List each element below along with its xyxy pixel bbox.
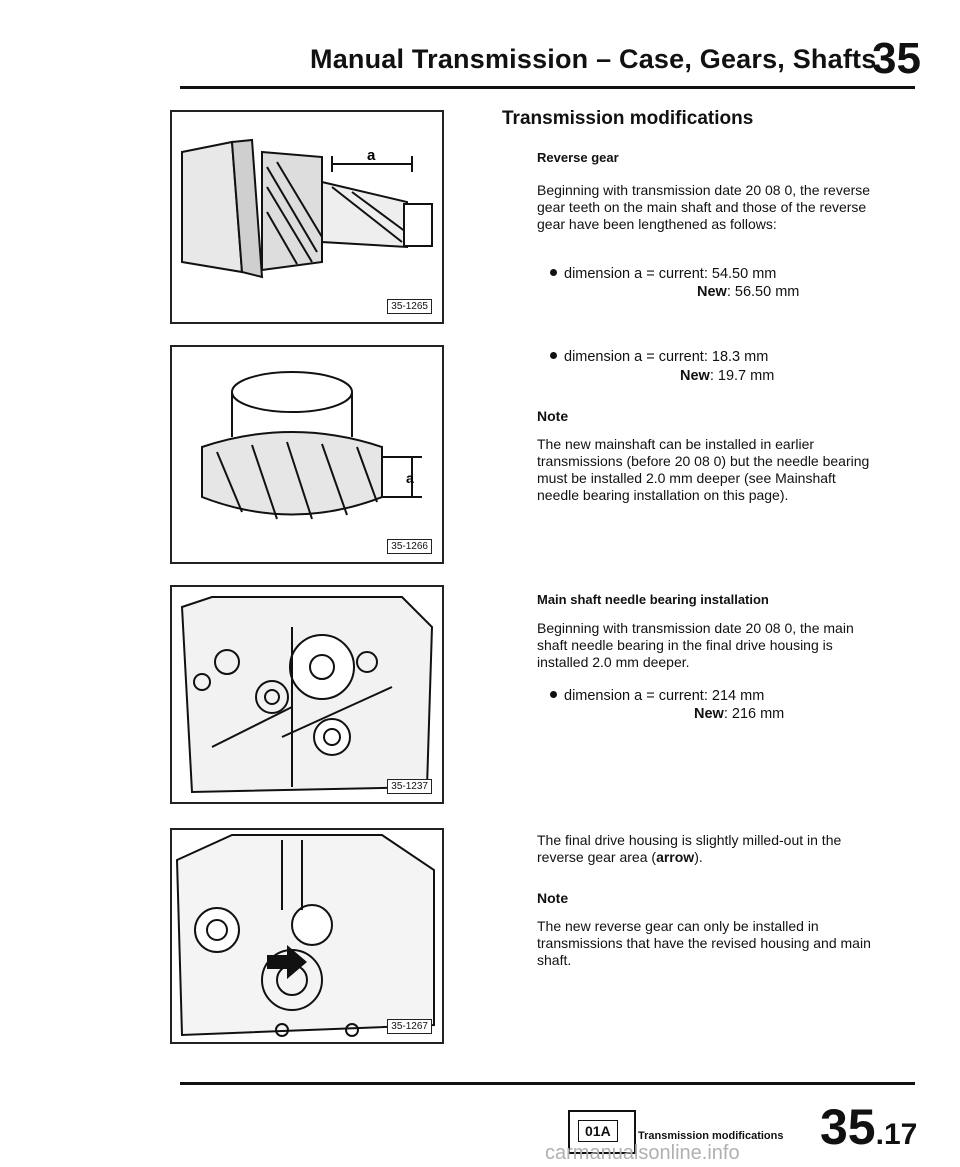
housing-arrow-illustration <box>172 830 442 1042</box>
figure-final-drive-housing <box>170 585 444 804</box>
page-number <box>820 1098 917 1156</box>
dimension-text: dimension a = current: 54.50 mm <box>564 266 777 282</box>
footer-code: 01A <box>578 1120 618 1142</box>
note-heading: Note <box>537 408 569 424</box>
reverse-gear-illustration <box>172 347 442 562</box>
housing-text-part: ). <box>694 849 703 865</box>
new-value: : 216 mm <box>723 706 785 722</box>
figure-id: 35-1237 <box>387 779 432 794</box>
figure-housing-arrow <box>170 828 444 1044</box>
dim-a-label: a <box>367 147 376 164</box>
new-label: New <box>680 368 710 384</box>
figure-id: 35-1265 <box>387 299 432 314</box>
housing-illustration <box>172 587 442 802</box>
housing-text <box>537 832 877 866</box>
figure-reverse-gear <box>170 345 444 564</box>
mainshaft-illustration <box>172 112 442 322</box>
bullet-icon <box>550 691 557 698</box>
reverse-gear-intro: Beginning with transmission date 20 08 0, the reverse gear teeth on the main shaft and those of the reverse gear have been lengthened as follows: <box>537 182 871 232</box>
footer-section-name: Transmission modifications <box>638 1130 784 1142</box>
new-value: : 19.7 mm <box>709 368 775 384</box>
dimension-text: dimension a = current: 214 mm <box>564 688 765 704</box>
page-major: 35 <box>820 1099 876 1155</box>
watermark: carmanualsonline.info <box>545 1142 740 1164</box>
figure-id: 35-1267 <box>387 1019 432 1034</box>
needle-bearing-intro: Beginning with transmission date 20 08 0, the main shaft needle bearing in the final drive housing is installed 2.0 mm deeper. <box>537 620 854 670</box>
housing-text-part: The final drive housing is slightly milled-out in the reverse gear area ( <box>537 832 842 865</box>
note-text: The new mainshaft can be installed in earlier transmissions (before 20 08 0) but the needle bearing must be installed 2.0 mm deeper (see Mainshaft needle bearing installation on this page). <box>537 436 870 503</box>
note-heading: Note <box>537 890 569 906</box>
new-dimension <box>694 706 784 722</box>
figure-mainshaft-gear <box>170 110 444 324</box>
footer-rule <box>180 1082 915 1085</box>
figure-id: 35-1266 <box>387 539 432 554</box>
new-dimension <box>680 368 774 384</box>
new-label: New <box>694 706 724 722</box>
bullet-icon <box>550 352 557 359</box>
new-label: New <box>697 284 727 300</box>
page-minor: .17 <box>875 1118 918 1151</box>
bullet-icon <box>550 269 557 276</box>
note-text: The new reverse gear can only be installed in transmissions that have the revised housing and main shaft. <box>537 918 871 968</box>
new-value: : 56.50 mm <box>726 284 800 300</box>
new-dimension <box>697 284 799 300</box>
chapter-number: 35 <box>872 34 921 83</box>
dimension-bullet <box>550 265 776 283</box>
section-title: Transmission modifications <box>502 108 754 129</box>
reverse-gear-heading: Reverse gear <box>537 150 619 165</box>
dim-a-label: a <box>406 470 414 486</box>
dimension-bullet <box>550 348 768 366</box>
header-rule <box>180 86 915 89</box>
dimension-bullet <box>550 687 764 705</box>
arrow-word: arrow <box>656 849 695 865</box>
page-title: Manual Transmission – Case, Gears, Shafts <box>310 44 877 74</box>
dimension-text: dimension a = current: 18.3 mm <box>564 349 769 365</box>
needle-bearing-heading: Main shaft needle bearing installation <box>537 592 769 607</box>
